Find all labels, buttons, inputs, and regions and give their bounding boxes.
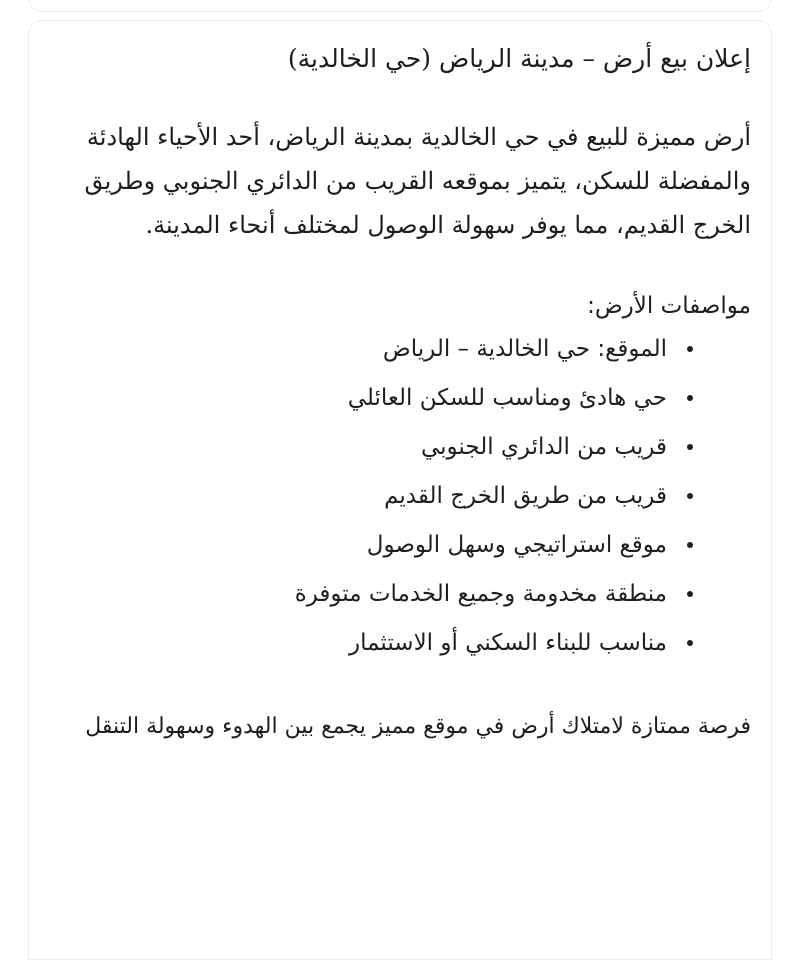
bullet-icon <box>687 444 693 450</box>
specs-list <box>47 322 753 655</box>
list-item-label: حي هادئ ومناسب للسكن العائلي <box>347 384 667 411</box>
bullet-icon <box>687 395 693 401</box>
specs-heading: مواصفات الأرض: <box>587 292 751 319</box>
card-content <box>47 21 753 748</box>
list-item-label: مناسب للبناء السكني أو الاستثمار <box>349 629 667 656</box>
bullet-icon <box>687 542 693 548</box>
bullet-icon <box>687 591 693 597</box>
previous-card-partial <box>28 0 772 12</box>
bullet-icon <box>687 640 693 646</box>
list-item-label: قريب من الدائري الجنوبي <box>420 433 667 460</box>
list-item <box>47 335 693 362</box>
list-item <box>47 531 693 558</box>
bullet-icon <box>687 346 693 352</box>
intro-paragraph: أرض مميزة للبيع في حي الخالدية بمدينة الرياض، أحد الأحياء الهادئة والمفضلة للسكن، يتميز بموقعه القريب من الدائري الجنوبي وطريق الخرج القديم، مما يوفر سهولة الوصول لمختلف أنحاء المدينة. <box>84 122 751 240</box>
list-item-label: موقع استراتيجي وسهل الوصول <box>366 531 667 558</box>
list-item <box>47 580 693 607</box>
list-item <box>47 629 693 656</box>
bullet-icon <box>687 493 693 499</box>
list-item <box>47 384 693 411</box>
closing-paragraph: فرصة ممتازة لامتلاك أرض في موقع مميز يجمع بين الهدوء وسهولة التنقل <box>85 713 751 739</box>
page-title: إعلان بيع أرض – مدينة الرياض (حي الخالدية) <box>287 44 751 73</box>
list-item-label: منطقة مخدومة وجميع الخدمات متوفرة <box>294 580 667 607</box>
list-item-label: قريب من طريق الخرج القديم <box>384 482 667 509</box>
list-item <box>47 482 693 509</box>
list-item <box>47 433 693 460</box>
list-item-label: الموقع: حي الخالدية – الرياض <box>382 335 667 362</box>
content-card <box>28 20 772 960</box>
